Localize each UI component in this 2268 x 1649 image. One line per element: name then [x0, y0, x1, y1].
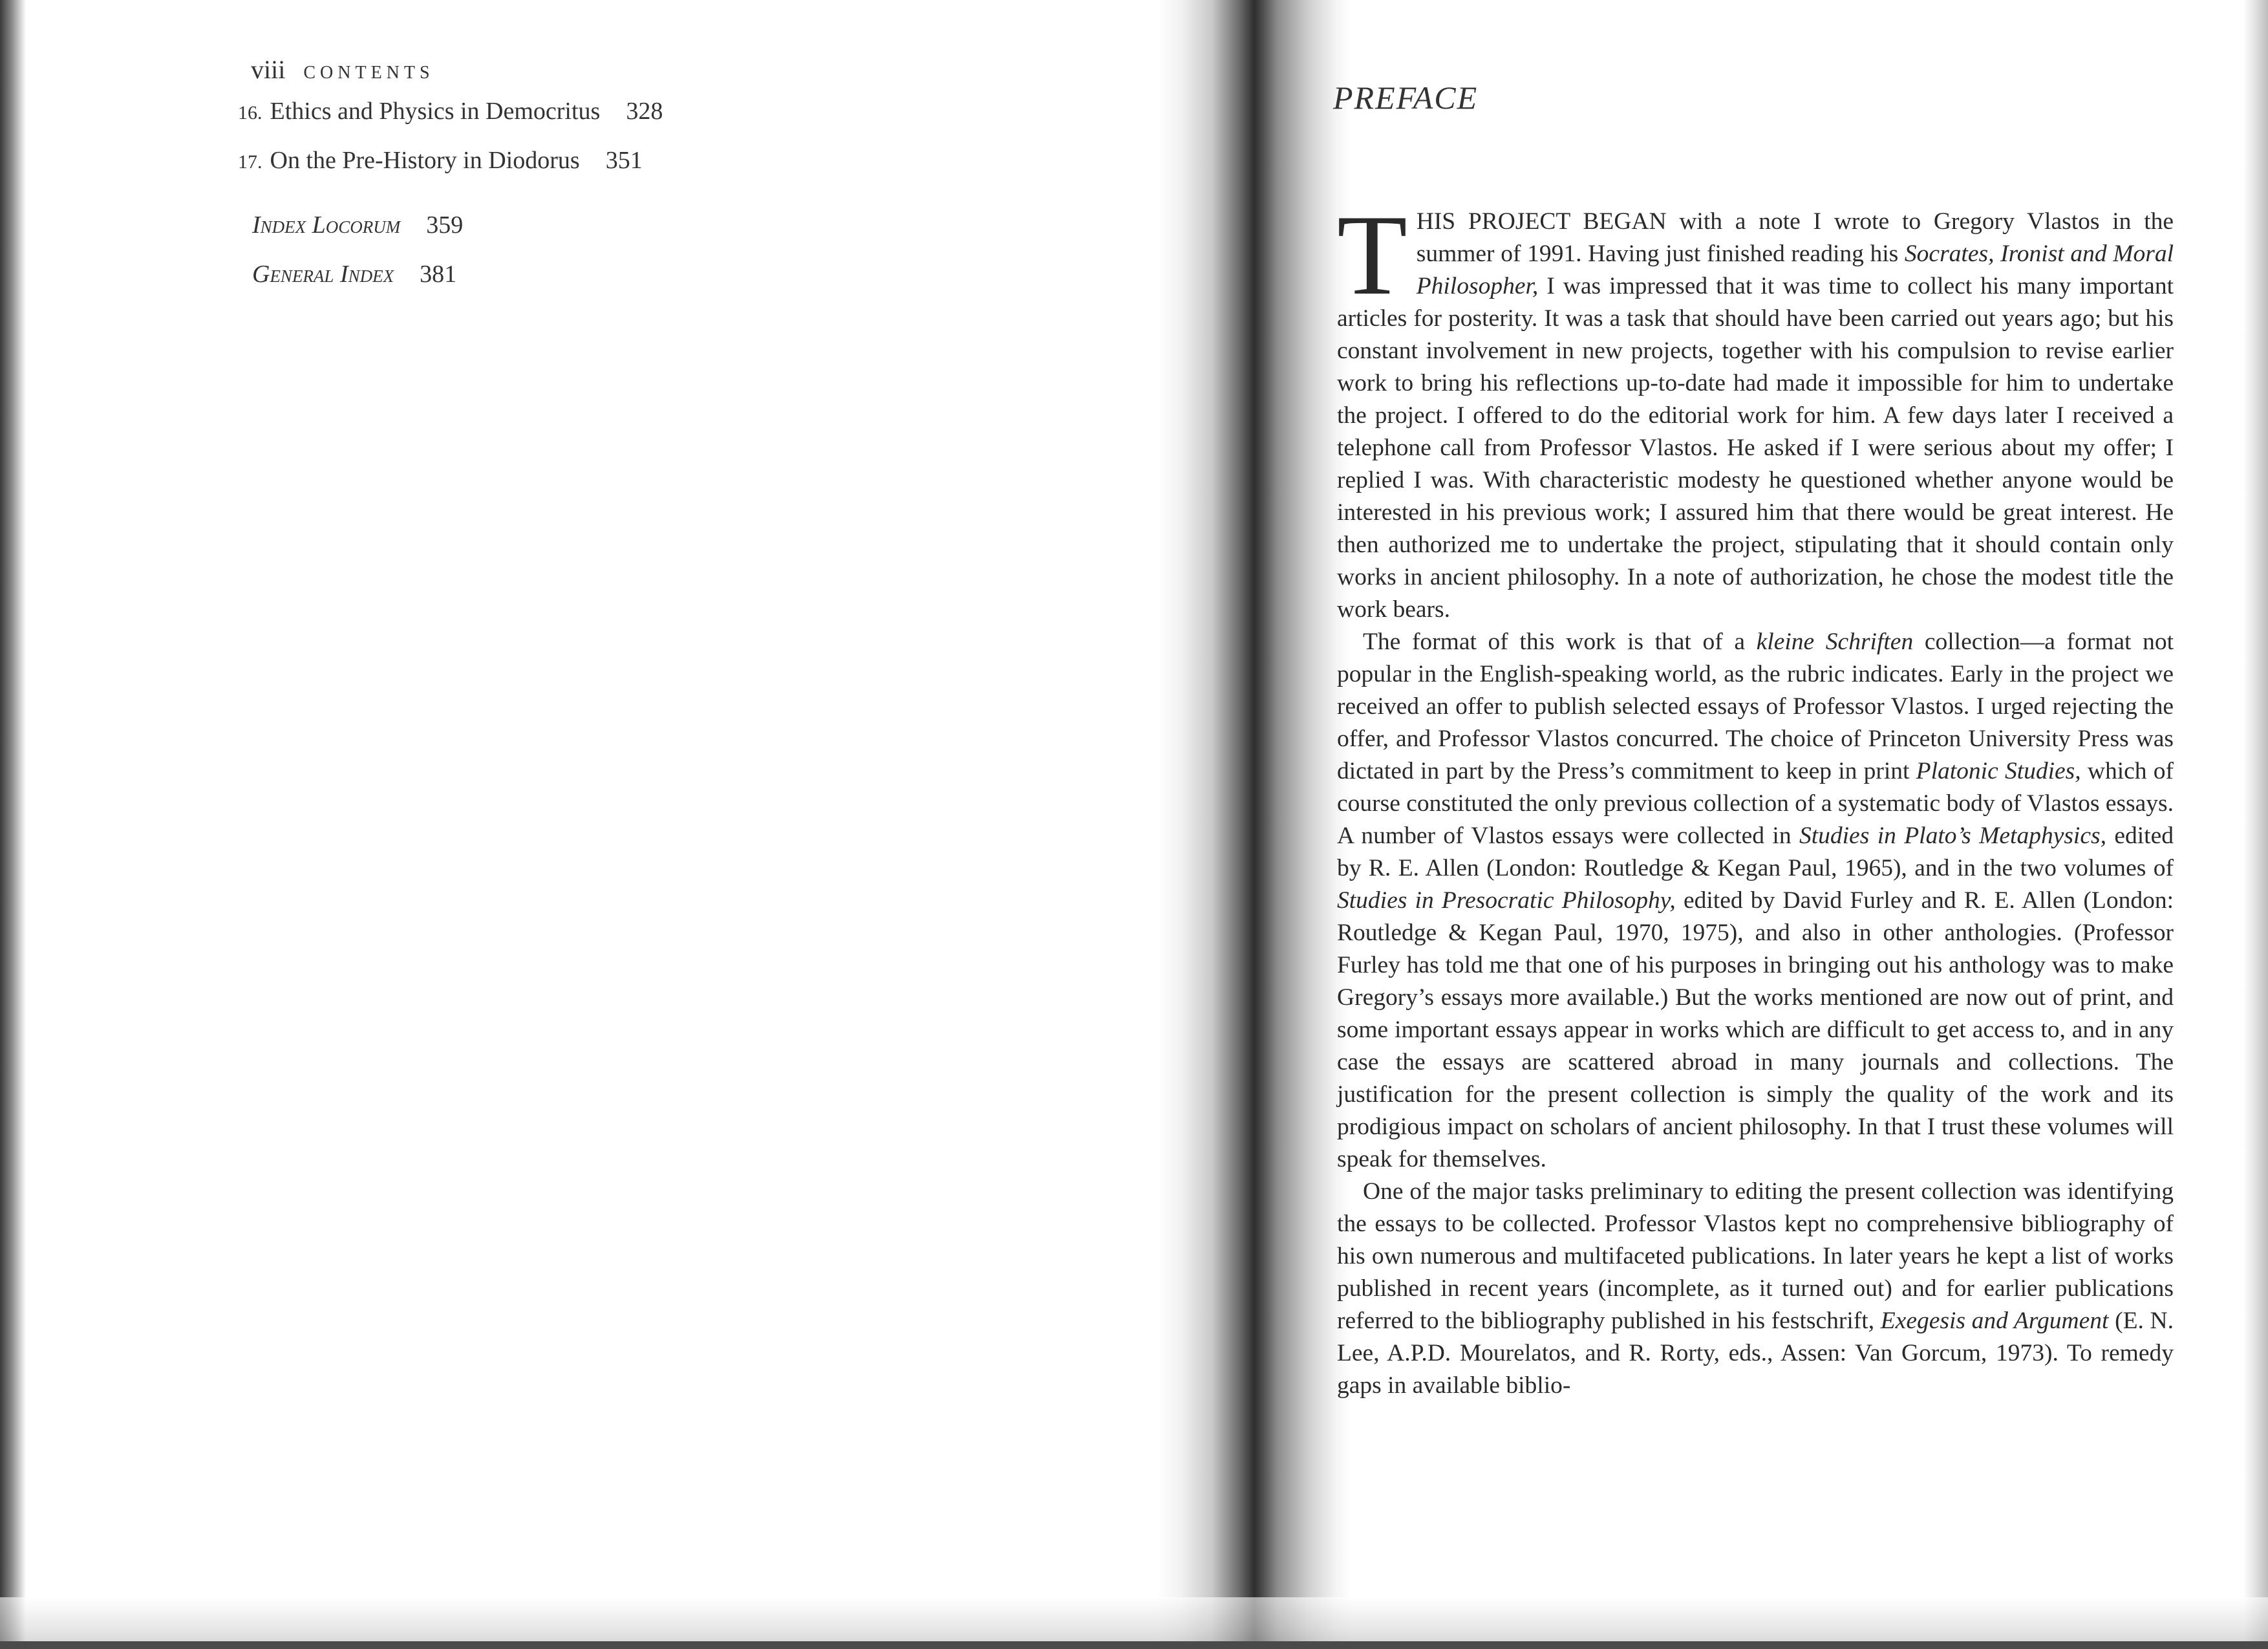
- book-title: Platonic Studies,: [1916, 758, 2081, 784]
- index-entry-page: 359: [426, 211, 464, 239]
- paragraph-text: edited by David Furley and R. E. Allen (London: Routledge & Kegan Paul, 1970, 1975), and also in other anthologies. (Professor Furley has told me that one of his purposes in bringing out his anthology was to make Gregory’s essays more available.) But the works mentioned are now out of print, and some important essays appear in works which are difficult to get access to, and in any case the essays are scattered abroad in many journals and collections. The justification for the present collection is simply the quality of the work and its prodigious impact on scholars of ancient philosophy. In that I trust these volumes will speak for themselves.: [1337, 887, 2174, 1172]
- toc-entry-title: On the Pre-History in Diodorus: [270, 147, 580, 174]
- toc-entry-page: 328: [626, 98, 663, 125]
- paragraph-text: with a note I wrote to Gregory Vlastos in the summer of 1991. Having just finished reading his: [1416, 208, 2174, 267]
- running-head-page-number: viii: [251, 55, 286, 84]
- toc-entry-title: Ethics and Physics in Democritus: [270, 98, 601, 125]
- paragraph-text: I was impressed that it was time to collect his many important articles for posterity. It was a task that should have been carried out years ago; but his constant involvement in new projects, together with his compulsion to revise earlier work to bring his reflections up-to-date had made it impossible for him to undertake the project. I offered to do the editorial work for him. A few days later I received a telephone call from Professor Vlastos. He asked if I were serious about my offer; I replied I was. With characteristic modesty he questioned whether anyone would be interested in his previous work; I assured him that there would be great interest. He then authorized me to undertake the project, stipulating that it should contain only works in ancient philosophy. In a note of authorization, he chose the modest title the work bears.: [1337, 273, 2174, 623]
- preface-body: [1337, 191, 2174, 1402]
- paragraph-text: collection—a format not popular in the English-speaking world, as the rubric indicates. Early in the project we received an offer to publish selected essays of Professor Vlastos. I urged rejecting the offer, and Professor Vlastos concurred. The choice of Princeton University Press was dictated in part by the Press’s commitment to keep in print: [1337, 629, 2174, 784]
- index-entry-locorum: [252, 211, 463, 239]
- paragraph-text: The format of this work is that of a: [1363, 629, 1757, 655]
- paragraph: [1337, 191, 2174, 626]
- book-title: Studies in Presocratic Philosophy,: [1337, 887, 1676, 914]
- paragraph: [1337, 1176, 2174, 1402]
- paragraph-text: (E. N. Lee, A.P.D. Mourelatos, and R. Rorty, eds., Assen: Van Gorcum, 1973). To remedy gaps in available biblio-: [1337, 1308, 2174, 1399]
- right-page-edge-shadow: [2243, 0, 2268, 1649]
- toc-entry-page: 351: [605, 147, 643, 174]
- toc-entry-number: 17.: [238, 151, 262, 173]
- running-head-label: CONTENTS: [303, 63, 434, 83]
- lead-in-caps: HIS PROJECT BEGAN: [1416, 208, 1667, 235]
- page-title: PREFACE: [1333, 80, 1479, 116]
- toc-entry: [238, 97, 663, 125]
- left-page-edge-shadow: [0, 0, 26, 1649]
- index-entry-general: [252, 260, 456, 288]
- toc-entry: [238, 146, 643, 175]
- toc-entry-number: 16.: [238, 102, 262, 124]
- paragraph: [1337, 626, 2174, 1176]
- book-title: Studies in Plato’s Metaphysics,: [1799, 823, 2106, 849]
- book-title: kleine Schriften: [1756, 629, 1914, 655]
- drop-cap: T: [1337, 191, 1407, 319]
- index-entry-title: General Index: [252, 261, 394, 288]
- paragraph-text: which of course constituted the only previous collection of a systematic body of Vlastos essays. A number of Vlastos essays were collected in: [1337, 758, 2174, 849]
- book-gutter-shadow: [1157, 0, 1351, 1649]
- index-entry-page: 381: [420, 261, 457, 288]
- running-head: [251, 54, 434, 85]
- book-title: Exegesis and Argument: [1880, 1308, 2109, 1334]
- book-title: Socrates, Ironist and Moral Philosopher,: [1416, 241, 2174, 299]
- paragraph-text: One of the major tasks preliminary to editing the present collection was identifying the essays to be collected. Professor Vlastos kept no comprehensive bibliography of his own numerous and multifaceted publications. In later years he kept a list of works published in recent years (incomplete, as it turned out) and for earlier publications referred to the bibliography published in his festschrift,: [1337, 1178, 2174, 1334]
- bottom-edge-line: [0, 1641, 2268, 1649]
- paragraph-text: edited by R. E. Allen (London: Routledge & Kegan Paul, 1965), and in the two volumes of: [1337, 823, 2174, 881]
- index-entry-title: Index Locorum: [252, 211, 401, 239]
